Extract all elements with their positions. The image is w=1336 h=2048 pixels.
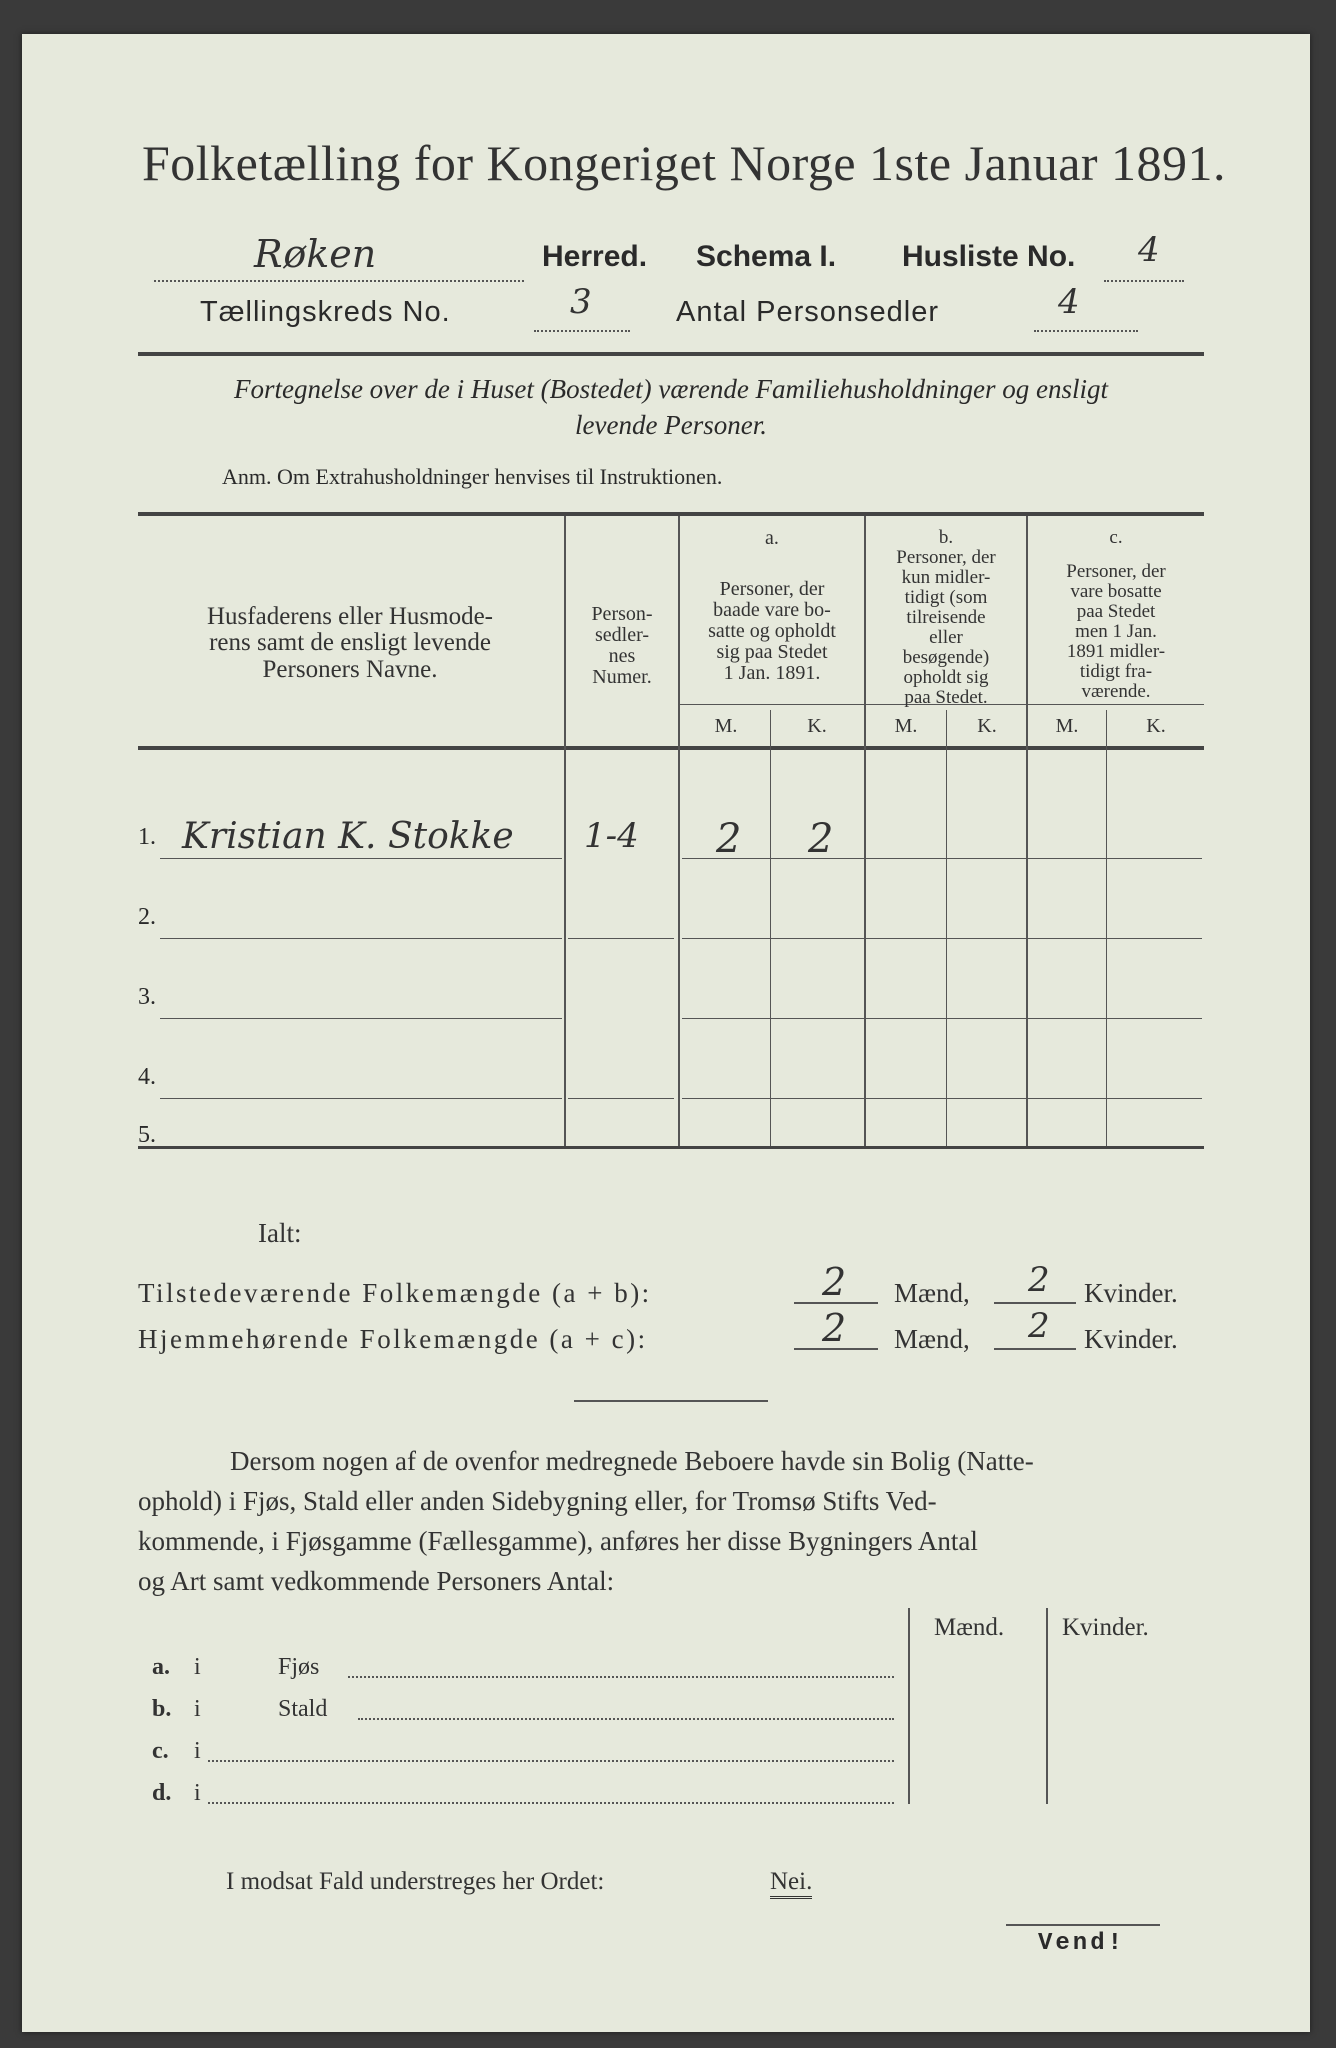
personsedler-field [1034, 282, 1138, 332]
col-b-line: kun midler- [901, 566, 991, 588]
personsedler-label: Antal Personsedler [676, 296, 940, 328]
separator-rule [574, 1400, 768, 1402]
row-line [160, 1018, 562, 1019]
tilstede-maend-value: 2 [822, 1260, 847, 1304]
herred-label: Herred. [542, 240, 648, 273]
tilstede-maend-word: Mænd, [894, 1278, 970, 1308]
table-header-rule [138, 746, 1204, 750]
row-line [682, 1018, 1202, 1019]
hjemme-label: Hjemmehørende Folkemængde (a + c): [138, 1324, 648, 1354]
row-line [682, 1098, 1202, 1099]
tilstede-kvinder-value: 2 [1028, 1260, 1050, 1300]
building-i: i [194, 1696, 201, 1722]
hjemme-maend-word: Mænd, [894, 1324, 970, 1354]
table-top-rule [138, 512, 1204, 516]
personsedler-value: 4 [1058, 282, 1080, 322]
row-1-name: Kristian K. Stokke [182, 816, 514, 857]
building-dots [208, 1798, 894, 1804]
row-1-a-m: 2 [716, 816, 742, 862]
building-letter: d. [152, 1780, 172, 1806]
col-a-line: 1 Jan. 1891. [723, 662, 821, 684]
a-m-label: M. [714, 715, 738, 737]
col-c-line: vare bosatte [1070, 580, 1162, 602]
col-b-letter: b. [938, 527, 954, 548]
b-k-label: K. [977, 715, 997, 737]
buildings-divider-2 [1046, 1608, 1048, 1804]
building-dots [348, 1672, 894, 1678]
building-letter: a. [152, 1654, 170, 1680]
building-letter: c. [152, 1738, 169, 1764]
taellingskreds-field [534, 282, 630, 332]
col-a-line: Personer, der [719, 578, 825, 600]
col-b-line: Personer, der [896, 546, 996, 568]
header-numer-line: sedler- [594, 624, 649, 646]
header-names [150, 604, 550, 683]
nei-line-text: I modsat Fald understreges her Ordet: [226, 1868, 605, 1895]
row-line [682, 938, 1202, 939]
anm-note: Anm. Om Extrahusholdninger henvises til Instruktionen. [222, 464, 723, 489]
row-1-numer: 1-4 [584, 816, 639, 856]
ialt-label: Ialt: [258, 1218, 302, 1248]
header-rule [138, 352, 1204, 356]
building-dots [358, 1714, 894, 1720]
building-name: Stald [278, 1696, 328, 1722]
col-b-line: eller [929, 626, 963, 648]
col-c-line: tidigt fra- [1079, 660, 1153, 682]
col-b-line: opholdt sig [903, 666, 989, 688]
col-c-line: paa Stedet [1076, 600, 1156, 622]
row-line [160, 1098, 562, 1099]
row-number: 2. [138, 904, 156, 930]
buildings-para-line: og Art samt vedkommende Personers Antal: [138, 1566, 615, 1596]
col-b-line: paa Stedet. [904, 686, 988, 708]
header-names-line [150, 630, 550, 656]
col-c-line: værende. [1081, 680, 1151, 702]
buildings-para-line: kommende, i Fjøsgamme (Fællesgamme), anføres her disse Bygningers Antal [138, 1526, 978, 1556]
hjemme-kvinder-line [994, 1348, 1076, 1350]
header-col-a [682, 528, 862, 684]
row-1-a-k: 2 [808, 816, 834, 862]
header-col-b [866, 528, 1026, 707]
a-k-label: K. [807, 715, 827, 737]
tilstede-label: Tilstedeværende Folkemængde (a + b): [138, 1278, 652, 1308]
row-number: 5. [138, 1122, 156, 1148]
col-c-line: 1891 midler- [1066, 640, 1166, 662]
row-line [160, 858, 562, 859]
nei-word: Nei. [770, 1868, 812, 1899]
header-numer-line: Person- [591, 603, 653, 625]
taellingskreds-label: Tællingskreds No. [200, 296, 451, 328]
col-a-line: sig paa Stedet [716, 641, 828, 663]
intro-line-1: Fortegnelse over de i Huset (Bostedet) værende Familiehusholdninger og ensligt [233, 374, 1109, 404]
herred-value: Røken [254, 232, 377, 276]
header-numer [568, 604, 676, 688]
building-i: i [194, 1780, 201, 1806]
c-k-label: K. [1146, 715, 1166, 737]
husliste-field [1104, 230, 1184, 282]
buildings-divider-1 [908, 1608, 910, 1804]
hjemme-maend-value: 2 [822, 1306, 847, 1350]
buildings-col-maend: Mænd. [934, 1614, 1005, 1641]
building-i: i [194, 1738, 201, 1764]
buildings-para-line: Dersom nogen af de ovenfor medregnede Beboere havde sin Bolig (Natte- [230, 1446, 1034, 1476]
header-col-c [1028, 528, 1204, 702]
row-line [160, 938, 562, 939]
col-b-line: besøgende) [902, 646, 990, 668]
col-c-line: Personer, der [1066, 560, 1166, 582]
vend-text: Vend! [1038, 1930, 1126, 1957]
buildings-para-line: ophold) i Fjøs, Stald eller anden Sidebygning eller, for Tromsø Stifts Ved- [138, 1486, 937, 1516]
buildings-col-kvinder: Kvinder. [1062, 1614, 1149, 1641]
col-b-line: tilreisende [906, 606, 986, 628]
header-names-line: Husfaderens eller Husmode- [206, 603, 493, 630]
col-divider-a-mk [770, 710, 771, 1146]
building-letter: b. [152, 1696, 172, 1722]
building-name: Fjøs [278, 1654, 320, 1680]
husliste-value: 4 [1138, 230, 1160, 270]
schema-label: Schema I. [696, 240, 837, 273]
row-number: 1. [138, 824, 156, 850]
hjemme-kvinder-word: Kvinder. [1084, 1324, 1178, 1354]
b-m-label: M. [894, 715, 918, 737]
header-numer-line: Numer. [592, 666, 652, 688]
taellingskreds-value: 3 [570, 282, 592, 322]
col-b-line: tidigt (som [904, 586, 988, 608]
header-names-line: Personers Navne. [262, 655, 438, 683]
hjemme-kvinder-value: 2 [1028, 1306, 1050, 1346]
col-c-letter: c. [1109, 527, 1123, 548]
row-line [568, 1098, 674, 1099]
col-divider-c-mk [1106, 710, 1107, 1146]
building-dots [208, 1756, 894, 1762]
building-i: i [194, 1654, 201, 1680]
row-number: 3. [138, 984, 156, 1010]
c-m-label: M. [1055, 715, 1079, 737]
col-a-letter: a. [765, 527, 779, 549]
col-a-line: satte og opholdt [708, 620, 836, 642]
row-line [568, 938, 674, 939]
census-form-page [22, 34, 1310, 2032]
col-divider-1 [564, 516, 566, 1146]
herred-field [154, 232, 524, 282]
header-numer-line: nes [608, 645, 636, 667]
header-names-text: rens samt de ensligt levende [209, 629, 491, 657]
form-title: Folketælling for Kongeriget Norge 1ste Januar 1891. [141, 135, 1227, 191]
col-c-line: men 1 Jan. [1075, 620, 1157, 642]
col-divider-b-mk [946, 710, 947, 1146]
intro-line-2: levende Personer. [575, 410, 767, 440]
tilstede-kvinder-word: Kvinder. [1084, 1278, 1178, 1308]
row-line [682, 858, 1202, 859]
tilstede-kvinder-line [994, 1302, 1076, 1304]
col-a-line: baade vare bo- [713, 599, 831, 621]
table-bottom-rule [138, 1146, 1204, 1149]
vend-rule [1006, 1924, 1160, 1926]
husliste-label: Husliste No. [902, 240, 1076, 273]
row-number: 4. [138, 1064, 156, 1090]
col-divider-2 [678, 516, 680, 1146]
